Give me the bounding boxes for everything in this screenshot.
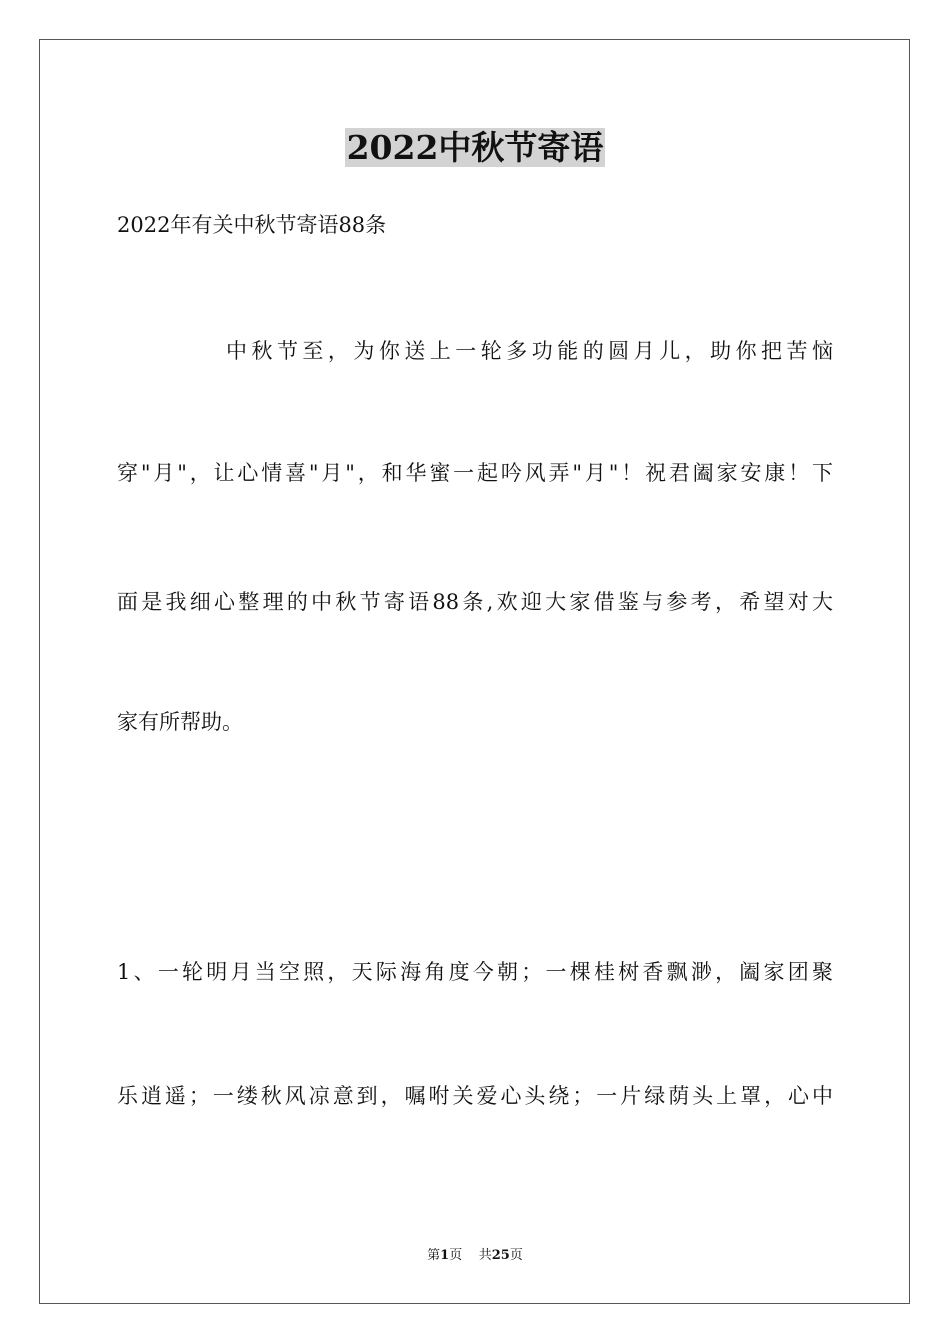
footer-total-prefix: 共 (478, 1248, 492, 1263)
intro-line-2: 穿"月"，让心情喜"月"，和华蜜一起吟风弄"月"！祝君阖家安康！下 (117, 461, 833, 485)
page-footer (0, 1247, 950, 1265)
footer-total-pages: 25 (491, 1248, 510, 1263)
item-line-2: 乐逍遥；一缕秋风凉意到，嘱咐关爱心头绕；一片绿荫头上罩，心中 (117, 1084, 833, 1108)
intro-line-1: 中秋节至，为你送上一轮多功能的圆月儿，助你把苦恼 (226, 339, 833, 363)
footer-total-suffix: 页 (509, 1248, 523, 1263)
document-title: 2022中秋节寄语 (346, 128, 604, 167)
document-subtitle: 2022年有关中秋节寄语88条 (117, 213, 387, 237)
footer-page-prefix: 第 (427, 1248, 441, 1263)
footer-page-number: 1 (440, 1248, 450, 1263)
intro-line-3: 面是我细心整理的中秋节寄语88条,欢迎大家借鉴与参考，希望对大 (117, 590, 833, 614)
footer-page-suffix: 页 (449, 1248, 463, 1263)
item-line-1: 1、一轮明月当空照，天际海角度今朝；一棵桂树香飘渺，阖家团聚 (117, 960, 833, 984)
intro-line-4: 家有所帮助。 (117, 710, 243, 734)
